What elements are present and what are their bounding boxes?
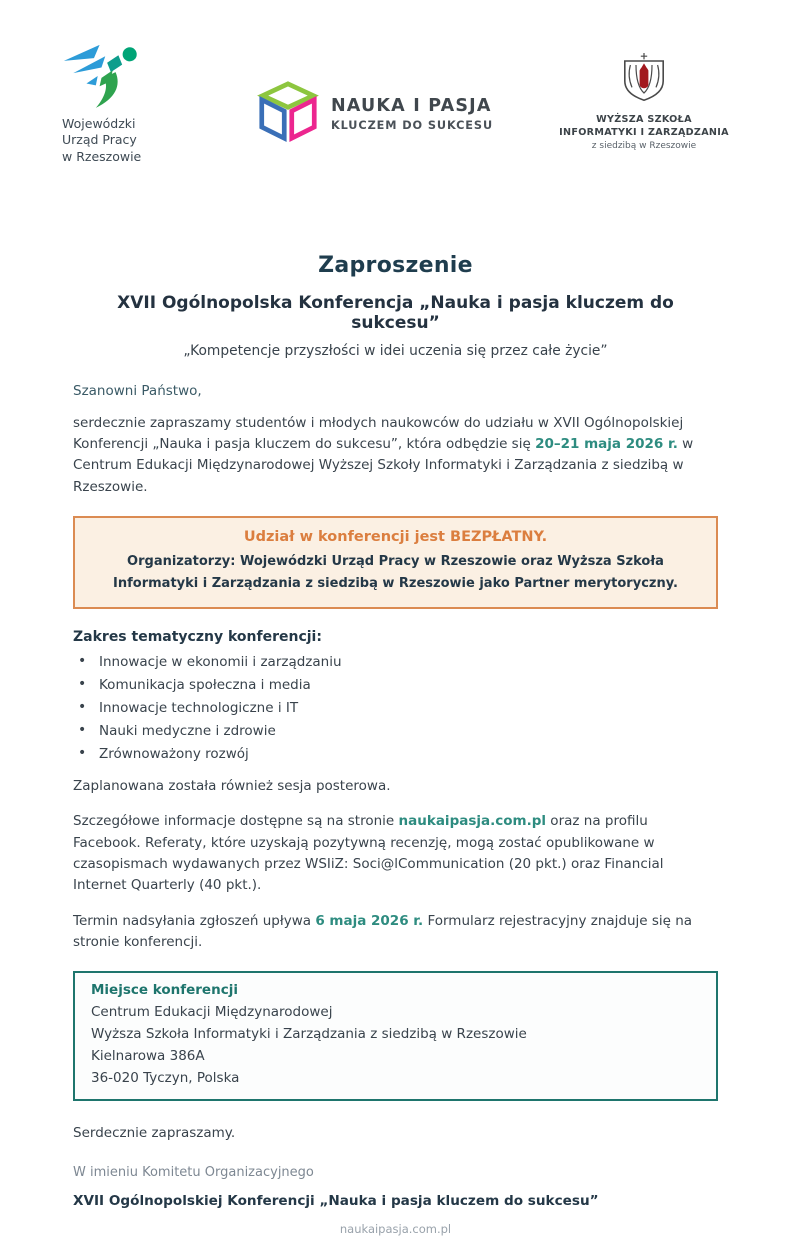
hummingbird-icon <box>62 93 156 112</box>
info-paragraph <box>73 811 718 896</box>
crest-icon <box>612 95 676 114</box>
wup-caption-line: Urząd Pracy <box>62 132 137 148</box>
naukaipasja-logo <box>258 82 493 146</box>
conference-title: XVII Ogólnopolska Konferencja „Nauka i pasja kluczem do sukcesu” <box>117 292 674 333</box>
info-text-before: Szczegółowe informacje dostępne są na stronie <box>73 813 399 830</box>
farewell: Serdecznie zapraszamy. <box>73 1125 236 1142</box>
venue-line: Wyższa Szkoła Informatyki i Zarządzania z siedzibą w Rzeszowie <box>91 1026 527 1043</box>
wsiiz-name-line3: z siedzibą w Rzeszowie <box>591 140 697 151</box>
venue-box <box>73 971 718 1101</box>
topics-heading: Zakres tematyczny konferencji: <box>73 628 322 645</box>
free-participation-box <box>73 516 718 609</box>
deadline-text-before: Termin nadsyłania zgłoszeń upływa <box>73 912 316 929</box>
wsiiz-logo <box>559 52 729 152</box>
wup-caption-line: Wojewódzki <box>62 116 136 131</box>
intro-text-after: w Centrum Edukacji Międzynarodowej Wyższej Szkoły Informatyki i Zarządzania z siedzibą w Rzeszowie. <box>73 436 694 495</box>
topics-list <box>73 654 718 762</box>
deadline-text-after: Formularz rejestracyjny znajduje się na stronie konferencji. <box>73 912 693 950</box>
topic-item: • Innowacje w ekonomii i zarządzaniu <box>73 654 718 670</box>
logo-header <box>0 0 791 165</box>
conference-tagline: „Kompetencje przyszłości w idei uczenia się przez całe życie” <box>183 342 608 359</box>
intro-paragraph <box>73 413 718 498</box>
venue-line: Centrum Edukacji Międzynarodowej <box>91 1004 333 1021</box>
deadline-paragraph <box>73 911 718 954</box>
topic-item: • Innowacje technologiczne i IT <box>73 700 718 716</box>
organizers-line: Organizatorzy: Wojewódzki Urząd Pracy w Rzeszowie oraz Wyższa Szkoła Informatyki i Zarządzania z siedzibą w Rzeszowie jako Partner merytoryczny. <box>113 554 678 591</box>
website-link[interactable]: naukaipasja.com.pl <box>398 813 547 830</box>
venue-line: 36-020 Tyczyn, Polska <box>91 1070 240 1087</box>
poster-session-note: Zaplanowana została również sesja posterowa. <box>73 777 391 794</box>
conference-dates: 20–21 maja 2026 r. <box>535 436 678 453</box>
naukaipasja-title: NAUKA I PASJA <box>330 96 492 116</box>
wup-caption <box>62 116 192 165</box>
wsiiz-name-line2: INFORMATYKI I ZARZĄDZANIA <box>559 126 729 138</box>
page-title: Zaproszenie <box>318 252 473 278</box>
deadline-date: 6 maja 2026 r. <box>315 912 424 929</box>
naukaipasja-wordmark <box>331 96 493 132</box>
cube-icon <box>258 82 318 146</box>
topic-item: • Zrównoważony rozwój <box>73 746 718 762</box>
naukaipasja-subtitle: KLUCZEM DO SUKCESU <box>330 119 494 132</box>
topic-item: • Komunikacja społeczna i media <box>73 677 718 693</box>
topic-item: • Nauki medyczne i zdrowie <box>73 723 718 739</box>
letter-body <box>0 253 791 1236</box>
footer-url: naukaipasja.com.pl <box>339 1222 452 1236</box>
venue-line: Kielnarowa 386A <box>91 1048 205 1065</box>
on-behalf-line: W imieniu Komitetu Organizacyjnego <box>73 1164 314 1180</box>
salutation: Szanowni Państwo, <box>73 382 202 399</box>
info-text-after: oraz na profilu Facebook. Referaty, które uzyskają pozytywną recenzję, mogą zostać opublikowane w czasopismach wydawanych przez WSIiZ: Soci@lCommunication (20 pkt.) oraz Financial Internet Quarterly (40 pkt.). <box>73 813 664 894</box>
wup-caption-line: w Rzeszowie <box>62 148 142 164</box>
wsiiz-name-line1: WYŻSZA SZKOŁA <box>596 114 692 125</box>
committee-line: XVII Ogólnopolskiej Konferencji „Nauka i pasja kluczem do sukcesu” <box>73 1192 599 1209</box>
intro-text-before: serdecznie zapraszamy studentów i młodych naukowców do udziału w XVII Ogólnopolskiej Konferencji „Nauka i pasja kluczem do sukcesu”, która odbędzie się <box>73 414 684 453</box>
free-participation-headline: Udział w konferencji jest BEZPŁATNY. <box>243 529 548 546</box>
wup-logo <box>62 42 192 165</box>
venue-heading: Miejsce konferencji <box>91 982 238 999</box>
